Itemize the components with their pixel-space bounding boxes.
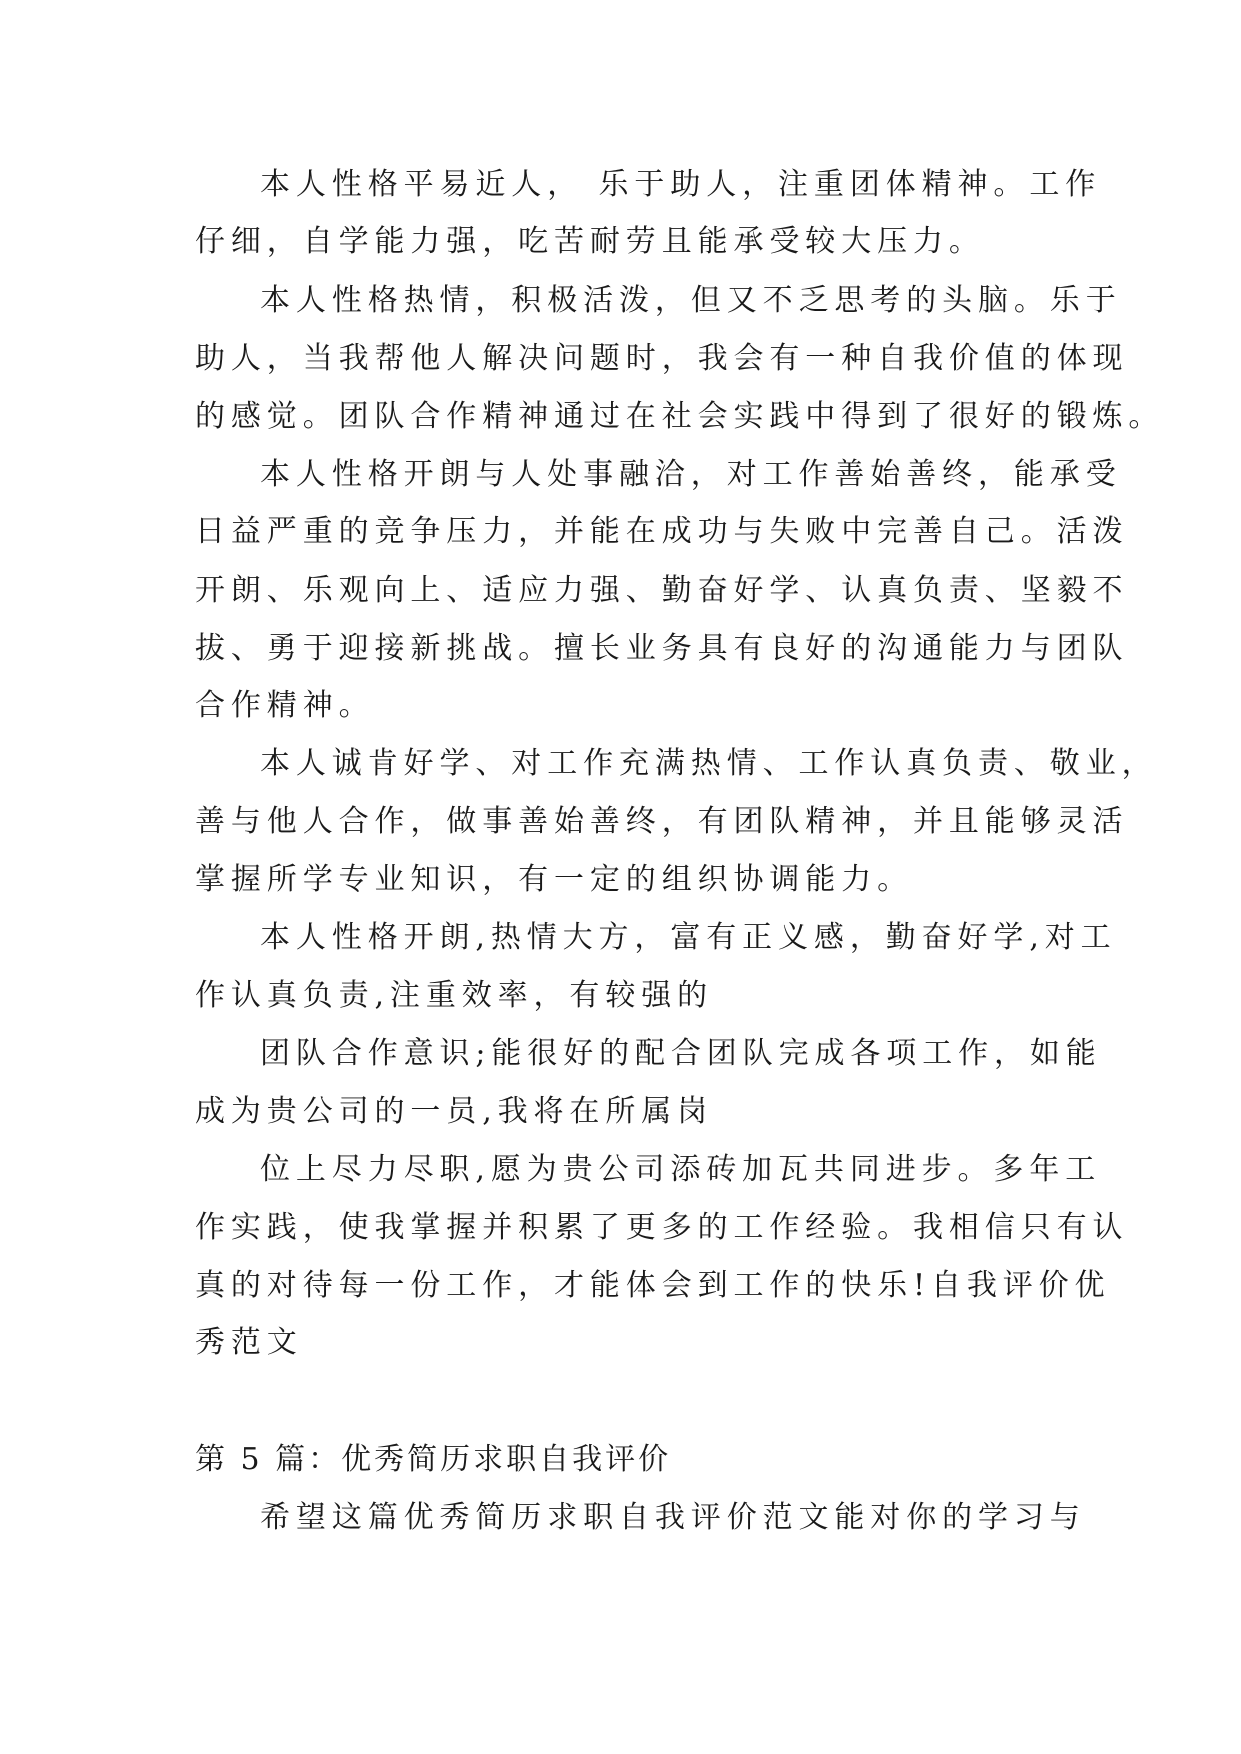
paragraph-line: 掌握所学专业知识，有一定的组织协调能力。 [195,862,913,897]
paragraph-line: 作实践，使我掌握并积累了更多的工作经验。我相信只有认 [195,1210,1129,1245]
paragraph-line: 本人性格开朗,热情大方，富有正义感，勤奋好学,对工 [260,920,1117,955]
paragraph-line: 作认真负责,注重效率，有较强的 [195,978,714,1013]
paragraph-line: 的感觉。团队合作精神通过在社会实践中得到了很好的锻炼。 [195,399,1165,434]
paragraph-line: 本人诚肯好学、对工作充满热情、工作认真负责、敬业， [260,746,1158,781]
paragraph-line: 希望这篇优秀简历求职自我评价范文能对你的学习与 [260,1500,1086,1535]
paragraph-line: 真的对待每一份工作，才能体会到工作的快乐!自我评价优 [195,1268,1111,1303]
paragraph-line: 善与他人合作，做事善始善终，有团队精神，并且能够灵活 [195,804,1129,839]
paragraph-line: 仔细，自学能力强，吃苦耐劳且能承受较大压力。 [195,224,985,259]
paragraph-line: 拔、勇于迎接新挑战。擅长业务具有良好的沟通能力与团队 [195,631,1129,666]
paragraph-line: 本人性格开朗与人处事融洽，对工作善始善终，能承受 [260,457,1122,492]
paragraph-line: 日益严重的竞争压力，并能在成功与失败中完善自己。活泼 [195,514,1129,549]
paragraph-line: 本人性格平易近人， 乐于助人，注重团体精神。工作 [260,167,1102,202]
paragraph-line: 合作精神。 [195,688,375,723]
paragraph-line: 位上尽力尽职,愿为贵公司添砖加瓦共同进步。多年工 [260,1152,1102,1187]
paragraph-line: 秀范文 [195,1325,303,1360]
paragraph-line: 团队合作意识;能很好的配合团队完成各项工作，如能 [260,1036,1102,1071]
paragraph-line: 成为贵公司的一员,我将在所属岗 [195,1094,714,1129]
paragraph-line: 助人，当我帮他人解决问题时，我会有一种自我价值的体现 [195,341,1129,376]
section-heading: 第 5 篇：优秀简历求职自我评价 [195,1442,672,1477]
paragraph-line: 开朗、乐观向上、适应力强、勤奋好学、认真负责、坚毅不 [195,573,1129,608]
paragraph-line: 本人性格热情，积极活泼，但又不乏思考的头脑。乐于 [260,283,1122,318]
